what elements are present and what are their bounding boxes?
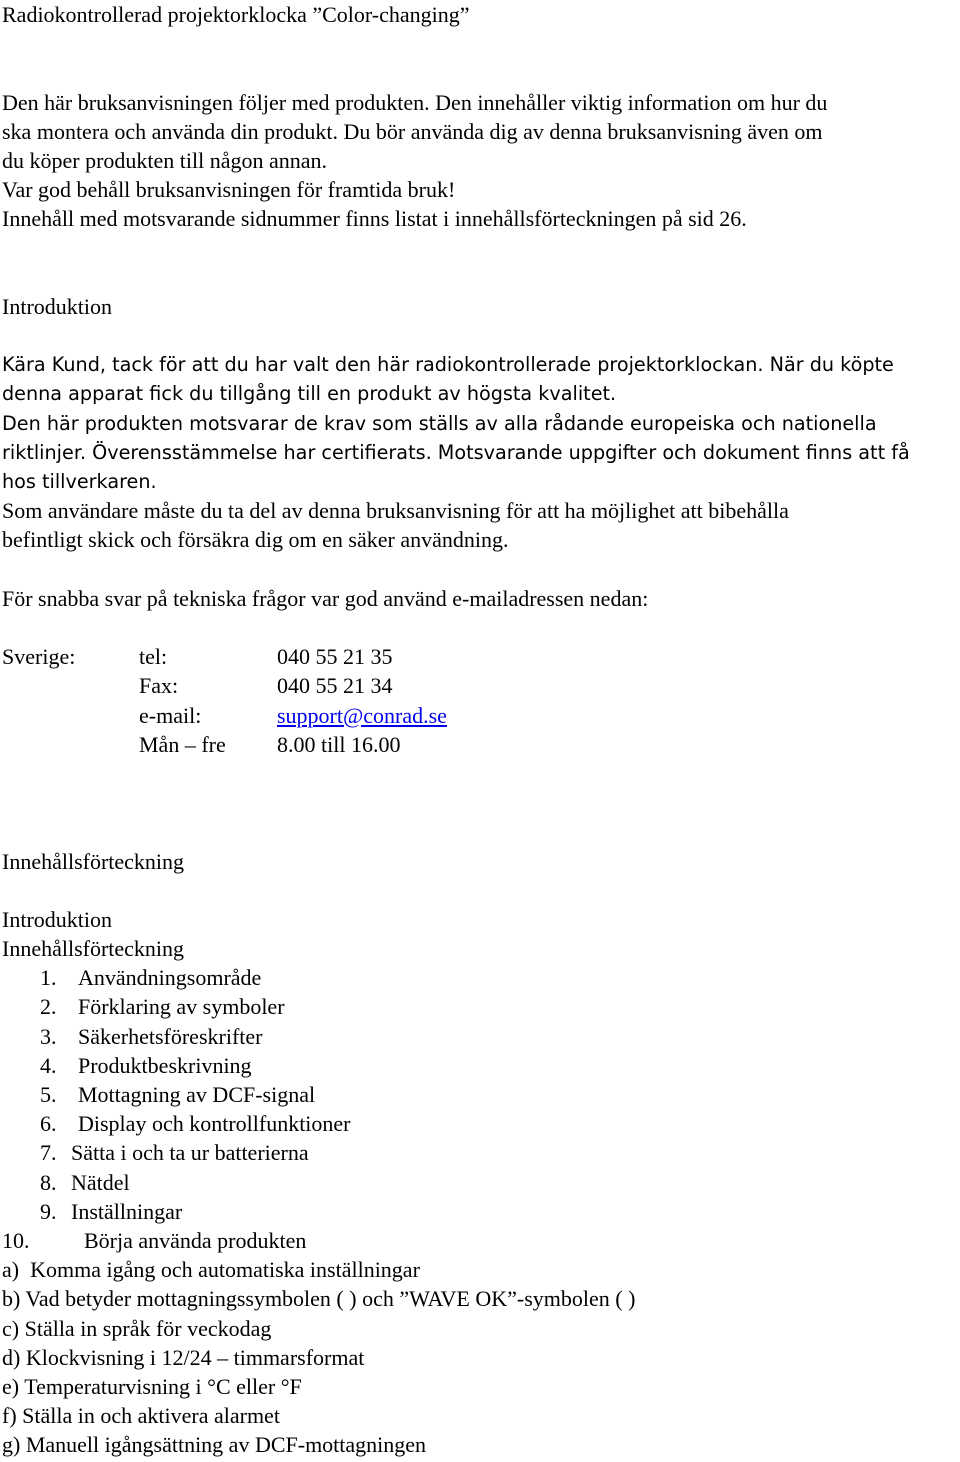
toc-text: Display och kontrollfunktioner	[78, 1111, 351, 1137]
toc-heading: Innehållsförteckning	[2, 848, 185, 874]
document-title: Radiokontrollerad projektorklocka ”Color-changing”	[2, 2, 470, 27]
toc-text: Förklaring av symboler	[78, 994, 285, 1020]
toc-number: 6.	[40, 1111, 57, 1137]
toc-numbered-item	[2, 1197, 958, 1226]
toc-numbered-item	[2, 1138, 958, 1167]
intro-paragraph	[2, 88, 958, 234]
intro-line: Den här bruksanvisningen följer med produkten. Den innehåller viktig information om hur du	[2, 89, 828, 115]
toc-numbered-item	[2, 992, 958, 1021]
intro-line: du köper produkten till någon annan.	[2, 147, 328, 173]
intro-line: Innehåll med motsvarande sidnummer finns listat i innehållsförteckningen på sid 26.	[2, 206, 747, 232]
introduction-line: befintligt skick och försäkra dig om en säker användning.	[2, 527, 509, 553]
toc-entry: Introduktion	[2, 906, 112, 932]
toc-text: Produktbeskrivning	[78, 1052, 252, 1078]
contact-label: tel:	[139, 644, 168, 670]
contact-row-tel	[2, 642, 958, 671]
introduction-line: riktlinjer. Överensstämmelse har certifierats. Motsvarande uppgifter och dokument finns att få	[2, 440, 910, 464]
toc-number: 5.	[40, 1082, 57, 1108]
toc-numbered-item	[2, 1226, 958, 1255]
toc-lettered-item: f) Ställa in och aktivera alarmet	[2, 1403, 280, 1429]
toc-numbered-item	[2, 1109, 958, 1138]
toc-text: Inställningar	[71, 1198, 183, 1224]
toc-number: 2.	[40, 994, 57, 1020]
toc-text: Mottagning av DCF-signal	[78, 1082, 316, 1108]
toc-number: 8.	[40, 1169, 57, 1195]
introduction-line: hos tillverkaren.	[2, 470, 157, 494]
introduction-line: denna apparat fick du tillgång till en produkt av högsta kvalitet.	[2, 382, 617, 406]
toc-numbered-item	[2, 1022, 958, 1051]
toc-numbered-item	[2, 1168, 958, 1197]
contact-value: 8.00 till 16.00	[277, 731, 401, 757]
contact-row-email	[2, 701, 958, 730]
toc-text: Användningsområde	[78, 965, 262, 991]
contact-value: 040 55 21 34	[277, 673, 393, 699]
toc-number: 10.	[2, 1227, 30, 1253]
introduction-paragraph	[2, 350, 958, 554]
toc-number: 3.	[40, 1023, 57, 1049]
toc-number: 4.	[40, 1052, 57, 1078]
toc-text: Börja använda produkten	[84, 1227, 307, 1253]
introduction-line: Som användare måste du ta del av denna bruksanvisning för att ha möjlighet att bibehålla	[2, 498, 789, 524]
introduction-line: Den här produkten motsvarar de krav som ställs av alla rådande europeiska och nationella	[2, 411, 877, 435]
document-page	[2, 0, 958, 1459]
toc-text: Säkerhetsföreskrifter	[78, 1023, 263, 1049]
toc-entry: Innehållsförteckning	[2, 936, 185, 962]
contact-value: 040 55 21 35	[277, 644, 393, 670]
toc-numbered-item	[2, 1080, 958, 1109]
contact-row-fax	[2, 671, 958, 700]
contact-block	[2, 642, 958, 759]
contact-label: Mån – fre	[139, 731, 226, 757]
introduction-line: Kära Kund, tack för att du har valt den här radiokontrollerade projektorklockan. När du köpte	[2, 353, 894, 377]
toc-lettered-item: g) Manuell igångsättning av DCF-mottagningen	[2, 1432, 427, 1458]
toc-lettered-item: a) Komma igång och automatiska inställningar	[2, 1257, 420, 1283]
toc-number: 7.	[40, 1140, 57, 1166]
toc-lettered-item: c) Ställa in språk för veckodag	[2, 1315, 272, 1341]
intro-line: Var god behåll bruksanvisningen för framtida bruk!	[2, 177, 456, 203]
contact-country: Sverige:	[2, 644, 76, 670]
toc-numbered-item	[2, 1051, 958, 1080]
toc-numbered-item	[2, 963, 958, 992]
contact-label: e-mail:	[139, 702, 202, 728]
toc-text: Nätdel	[71, 1169, 130, 1195]
contact-label: Fax:	[139, 673, 179, 699]
support-intro: För snabba svar på tekniska frågor var god använd e-mailadressen nedan:	[2, 585, 649, 611]
toc-text: Sätta i och ta ur batterierna	[71, 1140, 309, 1166]
intro-line: ska montera och använda din produkt. Du bör använda dig av denna bruksanvisning även om	[2, 118, 823, 144]
email-link[interactable]: support@conrad.se	[277, 702, 447, 728]
table-of-contents	[2, 847, 958, 1460]
contact-row-hours	[2, 730, 958, 759]
toc-number: 9.	[40, 1198, 57, 1224]
toc-lettered-item: e) Temperaturvisning i °C eller °F	[2, 1373, 302, 1399]
toc-lettered-item: b) Vad betyder mottagningssymbolen ( ) och ”WAVE OK”-symbolen ( )	[2, 1286, 636, 1312]
introduction-heading: Introduktion	[2, 293, 112, 319]
toc-lettered-item: d) Klockvisning i 12/24 – timmarsformat	[2, 1344, 365, 1370]
toc-number: 1.	[40, 965, 57, 991]
